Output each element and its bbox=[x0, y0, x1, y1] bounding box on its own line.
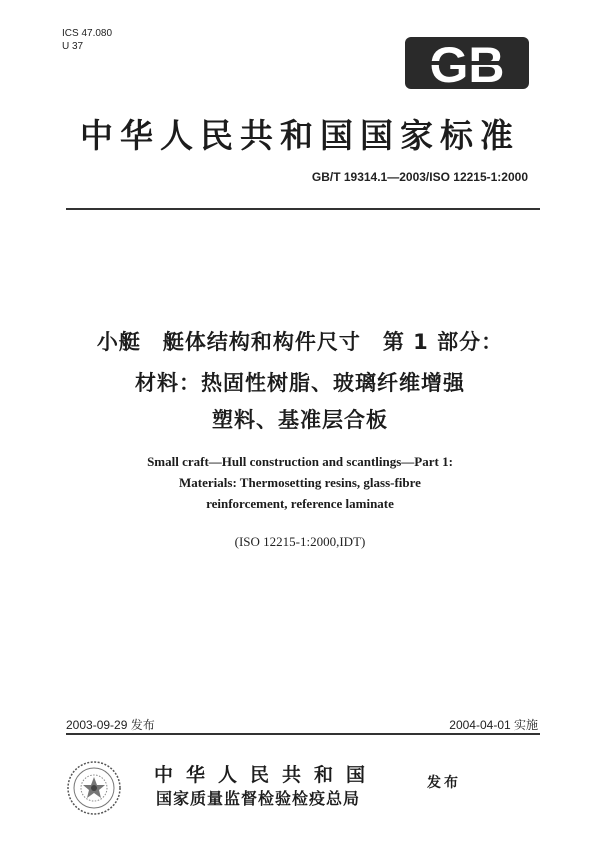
gb-logo-text: GB bbox=[429, 37, 505, 90]
issuer-agency: 国家质量监督检验检疫总局 bbox=[156, 789, 361, 808]
top-divider bbox=[66, 208, 540, 210]
chinese-title-line-3: 塑料、基准层合板 bbox=[212, 408, 388, 432]
issuer-seal-icon bbox=[66, 760, 122, 816]
issue-date: 2003-09-29 发布 bbox=[66, 718, 155, 732]
gb-logo bbox=[404, 36, 530, 90]
chinese-title-line-2: 材料：热固性树脂、玻璃纤维增强 bbox=[135, 371, 465, 395]
english-title-line-2: Materials: Thermosetting resins, glass-fibre bbox=[179, 475, 421, 490]
iso-reference: (ISO 12215-1:2000,IDT) bbox=[234, 534, 366, 549]
bottom-divider bbox=[66, 733, 540, 735]
ccs-code: U 37 bbox=[62, 41, 84, 52]
ics-code: ICS 47.080 bbox=[62, 28, 113, 39]
implementation-date: 2004-04-01 实施 bbox=[449, 718, 538, 732]
standard-number: GB/T 19314.1—2003/ISO 12215-1:2000 bbox=[311, 170, 528, 184]
chinese-title-line-1: 小艇 艇体结构和构件尺寸 第 1 部分： bbox=[96, 330, 504, 354]
english-title-line-3: reinforcement, reference laminate bbox=[206, 496, 394, 511]
issuer-country: 中华人民共和国 bbox=[154, 764, 379, 786]
english-title-line-1: Small craft—Hull construction and scantlings—Part 1: bbox=[147, 454, 453, 469]
national-standard-title: 中华人民共和国国家标准 bbox=[80, 116, 520, 155]
publish-label: 发布 bbox=[427, 775, 461, 791]
